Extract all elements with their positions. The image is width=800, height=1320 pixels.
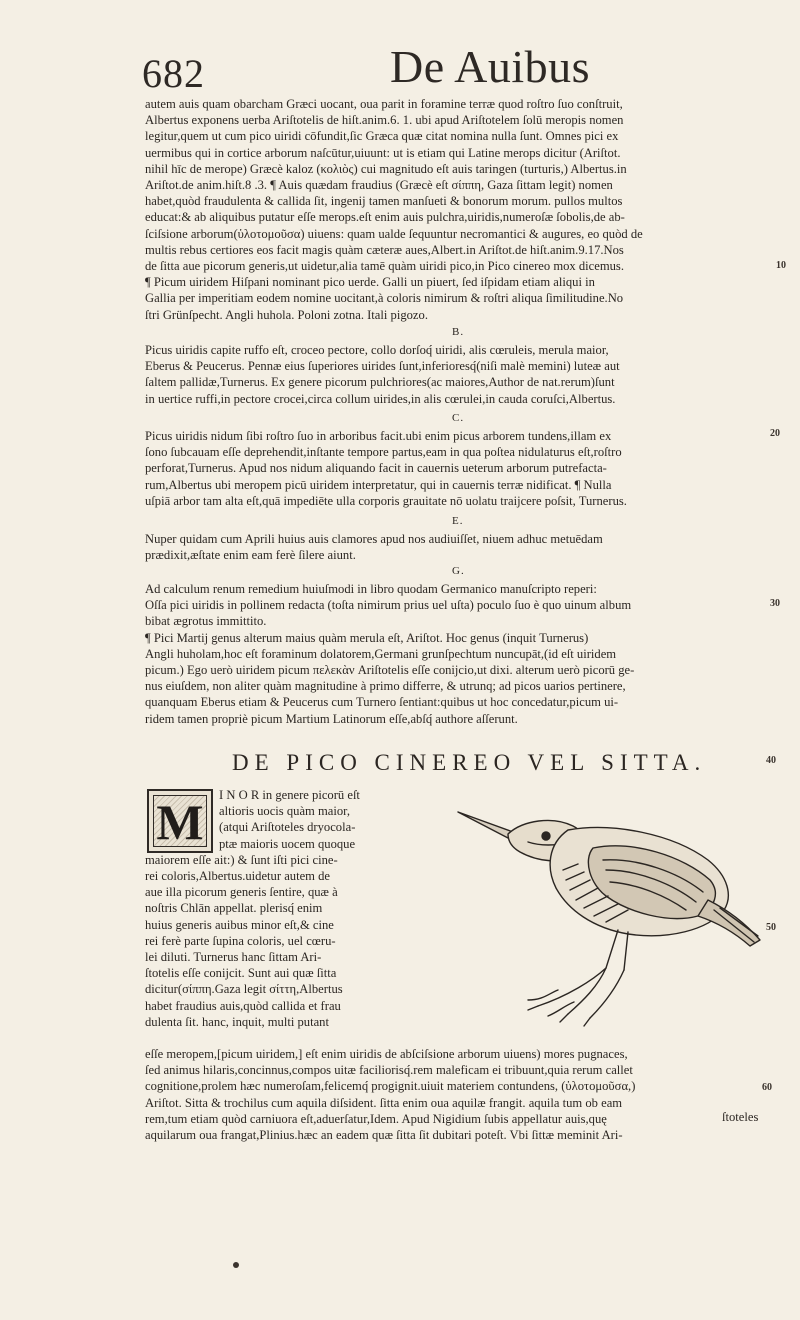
text-line: legitur,quem ut cum pico uiridi cōfundit,ſic Græca quæ citat nomina nulla ſunt. Omnes pici ex — [145, 129, 619, 144]
text-line: Nuper quidam cum Aprili huius auis clamores apud nos audiuiſſet, niuem adhuc metuēdam — [145, 532, 603, 546]
text-line: ſtri Grünſpecht. Angli huhola. Poloni zotna. Itali pigozo. — [145, 307, 428, 322]
text-line: dulenta ſit. hanc, inquit, multi putant — [145, 1014, 329, 1029]
text-line: eſſe meropem,[picum uiridem,] eſt enim uiridis de abſciſsione arborum uiuens) mores pugnaces, — [145, 1047, 628, 1061]
paragraph-block-g — [145, 581, 763, 727]
text-line: noſtris Chlān appellat. plerisq́ enim — [145, 901, 323, 916]
text-line: habet,quòd fraudulenta & callida ſit, ingenij tamen manſueti & bonorum morum. pullos multos — [145, 194, 623, 209]
paragraph-block-b — [145, 342, 763, 407]
section-letter-c: C. — [452, 412, 465, 424]
margin-line-number: 20 — [770, 428, 780, 439]
text-line: Picus uiridis nidum ſibi roſtro ſuo in arboribus facit.ubi enim picus arborem tundens,illam ex — [145, 429, 612, 443]
paragraph-block-e — [145, 531, 763, 563]
text-line: perforat,Turnerus. Apud nos nidum aliquando facit in cauernis ueterum arborum putrefacta- — [145, 461, 607, 476]
bird-woodcut-illustration — [428, 800, 768, 1035]
text-line: ¶ Picum uiridem Hiſpani nominant pico uerde. Galli un piuert, ſed iſpidam etiam aliqui in — [145, 275, 595, 290]
text-line: maiorem eſſe ait:) & ſunt iſti pici cine- — [145, 852, 338, 867]
text-line: rum,Albertus ubi meropem picū uiridem interpretatur, qui in cauernis terræ nidificat. ¶ Nulla — [145, 477, 612, 492]
margin-line-number: 60 — [762, 1082, 772, 1093]
section-letter-g: G. — [452, 565, 465, 577]
text-line: Ariſtot. Sitta & trochilus cum aquila diſsident. ſitta enim oua aquilæ frangit. aquila tum ob eam — [145, 1095, 623, 1110]
decorated-initial-letter: M — [156, 794, 204, 850]
margin-line-number: 40 — [766, 755, 776, 766]
text-line: multis rebus certiores eos facit magis quàm cæteræ aues,Albert.in Ariſtot.de hiſt.anim.9.17.Nos — [145, 242, 624, 257]
text-line: Ad calculum renum remedium huiuſmodi in libro quodam Germanico manuſcripto reperi: — [145, 582, 597, 596]
text-line: huius generis auibus minor eſt,& cine — [145, 917, 334, 932]
text-line: Albertus exponens uerba Ariſtotelis de hiſt.anim.6. 1. ubi apud Ariſtotelem ſolū meropis nomen — [145, 113, 624, 128]
text-line: ptæ maioris uocem quoque — [219, 836, 356, 851]
running-title: De Auibus — [390, 41, 590, 92]
text-line: habet fraudius auis,quòd callida et frau — [145, 998, 341, 1013]
text-line: picum.) Ego uerò uiridem picum πελεκὰν Ariſtotelis eſſe conijcio,ut dixi. alterum uerò picorū ge- — [145, 663, 635, 678]
paragraph-block-c — [145, 428, 763, 509]
section-heading: DE PICO CINEREO VEL SITTA. — [232, 750, 707, 775]
text-line: Angli huholam,hoc eſt foraminum dolatorem,Germani grunſpechtum nuncupāt,(id eſt uiridem — [145, 646, 617, 661]
text-line: Oſſa pici uiridis in pollinem redacta (toſta nimirum prius uel uſta) poculo ſuo è quo uinum album — [145, 598, 632, 613]
text-line: I N O R in genere picorū eſt — [219, 788, 360, 802]
text-line: rei coloris,Albertus.uidetur autem de — [145, 869, 331, 884]
text-line: rem,tum etiam quòd carniuora eſt,aduerſatur,Idem. Apud Nigidium ſubis appellatur auis,quę — [145, 1111, 607, 1126]
text-line: cognitione,prolem hæc numeroſam,felicemq́ progignit.uiuit materiem contundens, (ὑλοτομοῦσα,) — [145, 1079, 636, 1094]
text-line: aquilarum oua frangat,Plinius.hæc an eadem quæ ſitta ſit dubitari poteſt. Vbi ſittæ meminit Ari- — [145, 1128, 623, 1143]
text-line: de ſitta aue picorum generis,ut uidetur,alia tamē quàm uiridi pico,in Pico cinereo mox dicemus. — [145, 259, 624, 274]
text-line: aue illa picorum generis ſentire, quæ à — [145, 885, 338, 900]
page-header — [120, 40, 680, 100]
text-line: ſciſsione arborum(ὑλοτομοῦσα) uiuens: quam ualde ſequuntur necromantici & augures, eo quòd de — [145, 226, 643, 241]
text-line: prædixit,æſtate enim eam ferè ſilere aiunt. — [145, 548, 356, 563]
text-line: Ariſtot.de anim.hiſt.8 .3. ¶ Auis quædam fraudius (Græcè eſt σίππη, Gaza ſittam legit) nomen — [145, 178, 613, 193]
text-line: altioris uocis quàm maior, — [219, 804, 351, 819]
paragraph-block-1 — [145, 96, 763, 323]
text-line: ſtotelis eſſe conijcit. Sunt aui quæ ſitta — [145, 966, 337, 981]
text-line: uermibus qui in cortice arborum naſcūtur,uiuunt: ut is etiam qui Latine merops dicitur (Ariſtot. — [145, 145, 621, 160]
text-line: quanquam Eberus etiam & Peucerus cum Turnero ſentiant:quibus ut hoc concedatur,picum ui- — [145, 695, 619, 710]
text-line: rei ferè parte ſupina coloris, uel cœru- — [145, 933, 336, 948]
text-line: Eberus & Peucerus. Pennæ eius ſuperiores uirides ſunt,inferioresq́(niſi malè memini) luteæ aut — [145, 359, 620, 374]
page-number: 682 — [142, 51, 205, 96]
text-line: dicitur(σίππη.Gaza legit σίττη,Albertus — [145, 982, 343, 997]
text-line: ſed animus hilaris,concinnus,compos uitæ faciliorisq́.rem maleficam ei tribuunt,quia rerum callet — [145, 1063, 633, 1078]
paragraph-below-figure — [145, 1046, 763, 1143]
catchword: ſtoteles — [722, 1110, 759, 1124]
text-line: Picus uiridis capite ruffo eſt, croceo pectore, collo dorſoq́ uiridi, alis cœruleis, merula maior, — [145, 343, 609, 357]
text-line: bibat ægrotus immittito. — [145, 614, 267, 629]
text-line: ſaltem pallidæ,Turnerus. Ex genere picorum pulchriores(ac maiores,Author de nat.rerum)ſunt — [145, 375, 615, 390]
margin-line-number: 50 — [766, 922, 776, 933]
text-line: (atqui Ariſtoteles dryocola- — [219, 820, 356, 835]
text-line: nus eiuſdem, non aliter quàm magnitudine à primo differre, & utrunq; ad picos uarios pertinere, — [145, 679, 626, 694]
text-line: educat:& ab aliquibus putatur eſſe merops.eſt enim auis pulchra,uiridis,numeroſæ ſobolis,de ab- — [145, 210, 625, 225]
text-line: ridem tamen propriè picum Martium Latinorum eſſe,abſq́ authore aſſerunt. — [145, 711, 518, 726]
text-line: uſpiā arbor tam alta eſt,quā impediēte ulla corporis grauitate nō uolatu traijcere poſsit, Turnerus. — [145, 493, 627, 508]
section-letter-b: B. — [452, 326, 465, 338]
section-letter-e: E. — [452, 515, 464, 527]
ink-speck — [233, 1262, 239, 1268]
text-line: nihil hīc de merope) Græcè kaloz (κολιὸς) cui magnitudo eſt auis taringen (turturis,) Albertus.in — [145, 161, 627, 176]
text-line: lei diluti. Turnerus hanc ſittam Ari- — [145, 950, 322, 965]
margin-line-number: 10 — [776, 260, 786, 271]
text-line: ſono ſubcauam eſſe deprehendit,inſtante tempore partus,eam in qua poſtea nidulaturus eſt,roſtro — [145, 445, 622, 460]
margin-line-number: 30 — [770, 598, 780, 609]
paragraph-beside-figure — [145, 787, 430, 1030]
text-line: Gallia per imperitiam eodem nomine uocitant,à coloris nimirum & roſtri aliqua ſimilitudine.No — [145, 291, 624, 306]
text-line: in uertice ruffi,in pectore crocei,circa collum uirides,in alis cœrulei,in cauda coruſci,Albertus. — [145, 391, 616, 406]
text-line: autem auis quam obarcham Græci uocant, oua parit in foramine terræ quod roſtro ſuo conſtruit, — [145, 97, 623, 111]
text-line: ¶ Pici Martij genus alterum maius quàm merula eſt, Ariſtot. Hoc genus (inquit Turnerus) — [145, 630, 589, 645]
